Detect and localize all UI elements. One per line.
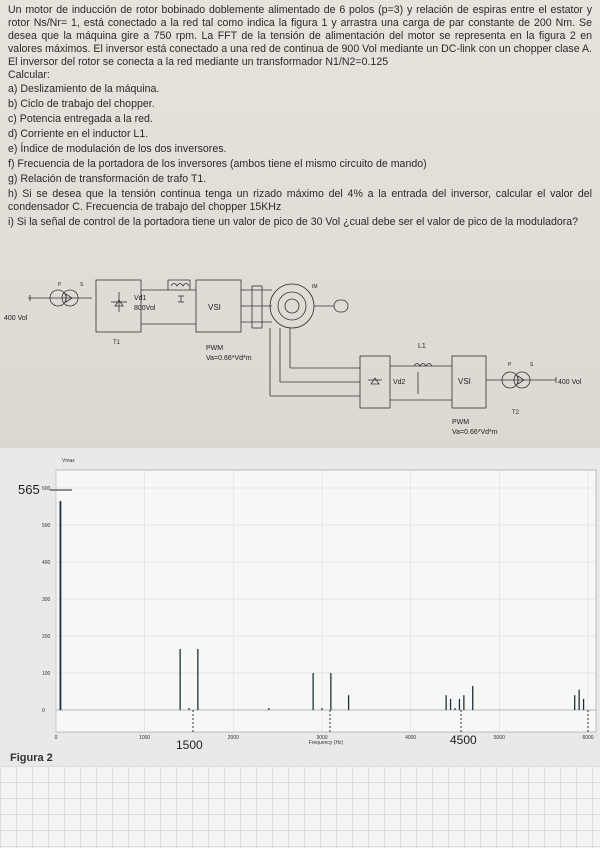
question-item: f) Frecuencia de la portadora de los inversores (ambos tiene el mismo circuito de mando) — [8, 157, 427, 170]
x-tick-label: 5000 — [493, 735, 505, 741]
question-item: h) Si se desea que la tensión continua tenga un rizado máximo del 4% a la entrada del inversor, calcular el valor del condensador C. Frecuencia de trabajo del chopper 15KHz — [8, 187, 592, 213]
y-tick-label: 300 — [42, 597, 51, 603]
question-item: a) Deslizamiento de la máquina. — [8, 83, 160, 96]
x-tick-label: 0 — [54, 735, 58, 741]
handwritten-4500: 4500 — [450, 733, 477, 747]
question-item: g) Relación de transformación de trafo T1. — [8, 172, 207, 185]
problem-statement: Un motor de inducción de rotor bobinado doblemente alimentado de 6 polos (p=3) y relación de espiras entre el estator y rotor Ns/Nr= 1, está conectado a la red tal como indica la figura 1 y arrastra una carga de par constante de 200 Nm. Se desea que la máquina gire a 750 rpm. La FFT de la tensión de alimentación del motor se representa en la figura 2 en valores máximos. El inversor está conectado a una red de continua de 900 Vol mediante un DC-link con un chopper clase A. El inversor del rotor se conecta a la red mediante un transformador N1/N2=0.125 — [8, 4, 592, 68]
fft-figure — [0, 448, 600, 766]
im-label: IM — [312, 284, 318, 290]
left-source-label: 400 Vol — [4, 315, 28, 322]
y-tick-label: 0 — [42, 708, 45, 714]
question-item: d) Corriente en el inductor L1. — [8, 128, 149, 141]
question-item: c) Potencia entregada a la red. — [8, 113, 153, 126]
x-tick-label: 6000 — [582, 735, 594, 741]
phase-s-right-label: S — [530, 362, 534, 368]
y-tick-label: 600 — [42, 486, 51, 492]
x-axis-label: Frequency (Hz) — [308, 740, 344, 746]
pwm-right-label: PWM — [452, 419, 470, 426]
question-item: e) Índice de modulación de los dos inversores. — [8, 143, 227, 156]
va-formula-left: Va=0.66*Vd*m — [206, 355, 252, 362]
y-tick-label: 100 — [42, 671, 51, 677]
fft-chart — [0, 448, 600, 766]
vsi-right-label: VSI — [458, 377, 471, 386]
l1-label: L1 — [418, 343, 426, 350]
vd2-label: Vd2 — [393, 379, 406, 386]
vsi-left-label: VSI — [208, 303, 221, 312]
handwritten-565: 565 — [18, 482, 40, 497]
handwritten-1500: 1500 — [176, 738, 203, 752]
vd1-label: Vd1 — [134, 295, 147, 302]
y-tick-label: 200 — [42, 634, 51, 640]
y-axis-label: Vmax — [62, 458, 75, 464]
question-item: b) Ciclo de trabajo del chopper. — [8, 98, 155, 111]
calc-title: Calcular: — [8, 68, 50, 81]
right-source-label: 400 Vol — [558, 379, 582, 386]
y-tick-label: 500 — [42, 523, 51, 529]
question-item: i) Si la señal de control de la portadora tiene un valor de pico de 30 Vol ¿cual debe ser el valor de pico de la moduladora? — [8, 215, 579, 228]
x-tick-label: 4000 — [405, 735, 417, 741]
t2-label: T2 — [512, 410, 520, 416]
phase-p-label: P — [58, 282, 62, 288]
problem-text — [8, 4, 592, 229]
vd1-value: 800Vol — [134, 305, 156, 312]
phase-s-label: S — [80, 282, 84, 288]
circuit-diagram — [0, 272, 600, 448]
x-tick-label: 3000 — [316, 735, 328, 741]
x-tick-label: 1000 — [139, 735, 151, 741]
figure-caption: Figura 2 — [10, 752, 53, 764]
y-tick-label: 400 — [42, 560, 51, 566]
question-list — [8, 83, 592, 228]
t1-label: T1 — [113, 340, 121, 346]
notebook-grid — [0, 766, 600, 848]
phase-p-right-label: P — [508, 362, 512, 368]
x-tick-label: 2000 — [227, 735, 239, 741]
plot-area — [56, 470, 596, 732]
pwm-left-label: PWM — [206, 345, 224, 352]
va-formula-right: Va=0.66*Vd*m — [452, 429, 498, 436]
